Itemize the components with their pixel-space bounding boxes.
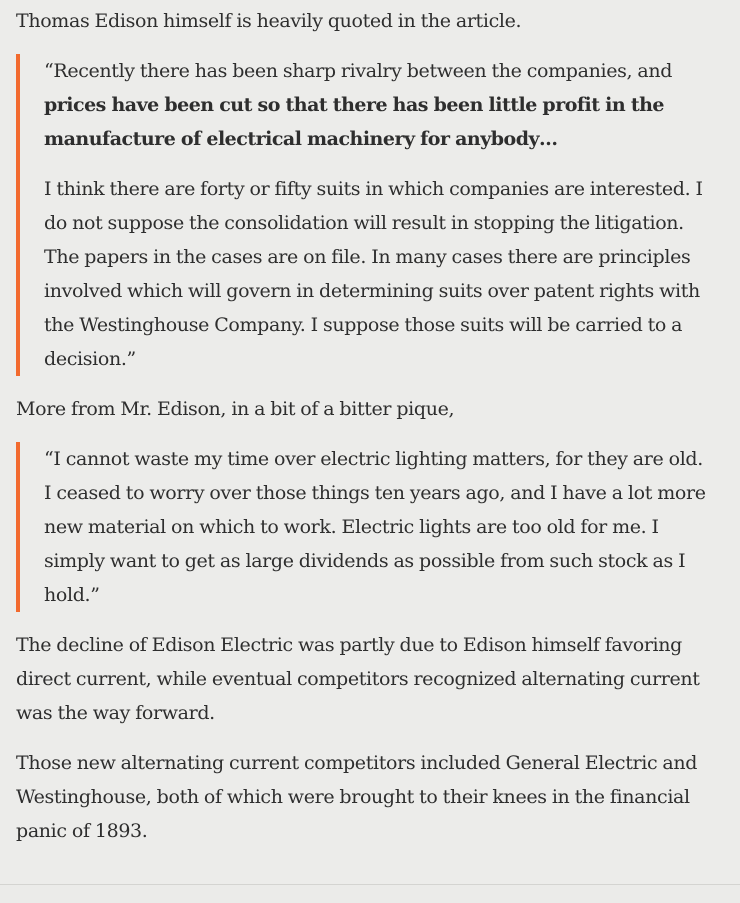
bottom-bar	[0, 885, 740, 903]
quote-paragraph: “I cannot waste my time over electric lighting matters, for they are old. I ceased to worry over those things ten years ago, and I have a lot more new material on which to work. Electric lights are too old for me. I simply want to get as large dividends as possible from such stock as I hold.”	[44, 448, 706, 606]
paragraph-intro: Thomas Edison himself is heavily quoted in the article.	[16, 10, 522, 32]
article-body	[16, 4, 732, 864]
paragraph-competitors: Those new alternating current competitors included General Electric and Westinghouse, both of which were brought to their knees in the financial panic of 1893.	[16, 752, 698, 842]
quote-paragraph: I think there are forty or fifty suits in which companies are interested. I do not suppose the consolidation will result in stopping the litigation. The papers in the cases are on file. In many cases there are principles involved which will govern in determining suits over patent rights with the Westinghouse Company. I suppose those suits will be carried to a decision.”	[44, 178, 703, 370]
paragraph-decline: The decline of Edison Electric was partly due to Edison himself favoring direct current, while eventual competitors recognized alternating current was the way forward.	[16, 634, 700, 724]
quote-bold-text: prices have been cut so that there has been little profit in the manufacture of electrical machinery for anybody…	[44, 94, 664, 150]
blockquote-rivalry	[16, 54, 732, 376]
blockquote-electric-lighting	[16, 442, 732, 612]
quote-paragraph	[44, 54, 714, 156]
quote-text: “Recently there has been sharp rivalry between the companies, and	[44, 60, 673, 82]
paragraph-bitter-pique: More from Mr. Edison, in a bit of a bitter pique,	[16, 398, 455, 420]
